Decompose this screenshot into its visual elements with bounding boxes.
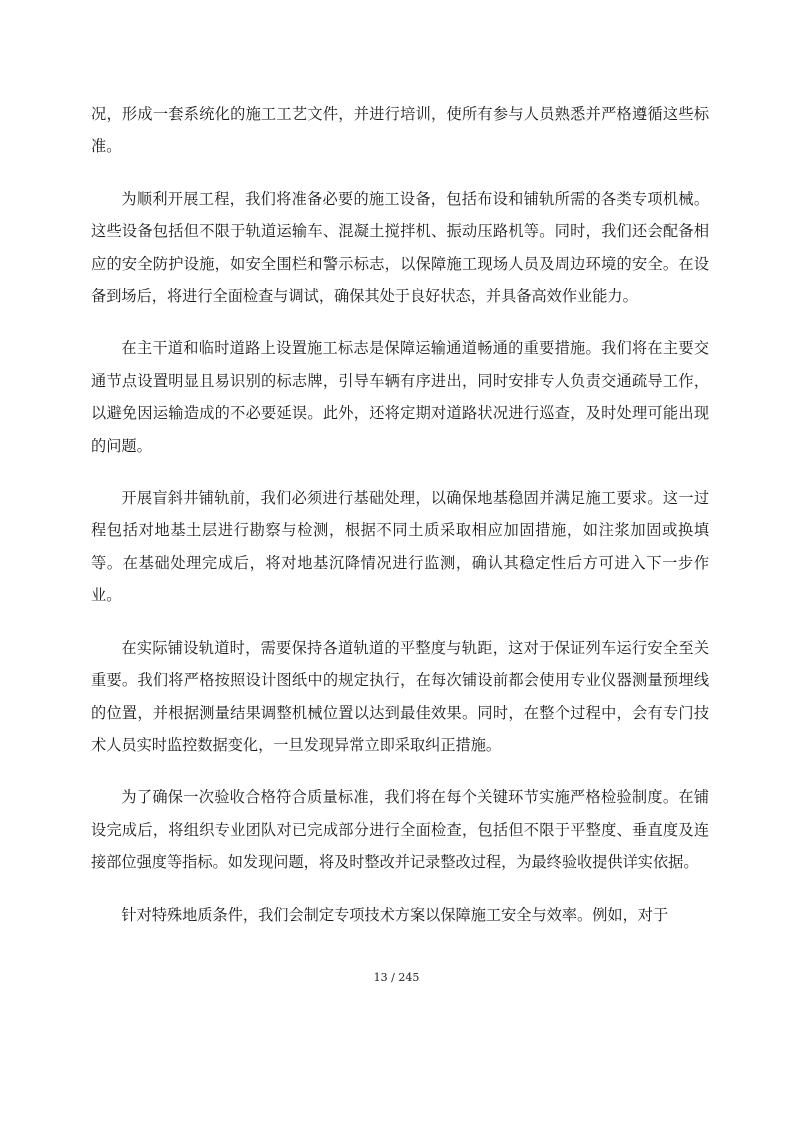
paragraph-5: 在实际铺设轨道时，需要保持各道轨道的平整度与轨距，这对于保证列车运行安全至关重要。我们将严格按照设计图纸中的规定执行，在每次铺设前都会使用专业仪器测量预埋线的位置，并根据测量结果调整机械位置以达到最佳效果。同时，在整个过程中，会有专门技术人员实时监控数据变化，一旦发现异常立即采取纠正措施。: [91, 638, 709, 754]
page-number: 13 / 245: [373, 971, 420, 984]
paragraph-1: 况，形成一套系统化的施工工艺文件，并进行培训，使所有参与人员熟悉并严格遵循这些标准。: [91, 105, 709, 156]
paragraph-7: 针对特殊地质条件，我们会制定专项技术方案以保障施工安全与效率。例如，对于: [121, 905, 669, 924]
paragraph-2: 为顺利开展工程，我们将准备必要的施工设备，包括布设和铺轨所需的各类专项机械。这些设备包括但不限于轨道运输车、混凝土搅拌机、振动压路机等。同时，我们还会配备相应的安全防护设施，如安全围栏和警示标志，以保障施工现场人员及周边环境的安全。在设备到场后，将进行全面检查与调试，确保其处于良好状态，并具备高效作业能力。: [91, 189, 709, 306]
body-text: [91, 98, 709, 951]
paragraph-4: 开展盲斜井铺轨前，我们必须进行基础处理，以确保地基稳固并满足施工要求。这一过程包括对地基土层进行勘察与检测，根据不同土质采取相应加固措施，如注浆加固或换填等。在基础处理完成后，将对地基沉降情况进行监测，确认其稳定性后方可进入下一步作业。: [91, 489, 709, 605]
paragraph-3: 在主干道和临时道路上设置施工标志是保障运输通道畅通的重要措施。我们将在主要交通节点设置明显且易识别的标志牌，引导车辆有序进出，同时安排专人负责交通疏导工作，以避免因运输造成的不必要延误。此外，还将定期对道路状况进行巡查，及时处理可能出现的问题。: [91, 339, 709, 455]
paragraph-6: 为了确保一次验收合格符合质量标准，我们将在每个关键环节实施严格检验制度。在铺设完成后，将组织专业团队对已完成部分进行全面检查，包括但不限于平整度、垂直度及连接部位强度等指标。如发现问题，将及时整改并记录整改过程，为最终验收提供详实依据。: [91, 788, 709, 872]
